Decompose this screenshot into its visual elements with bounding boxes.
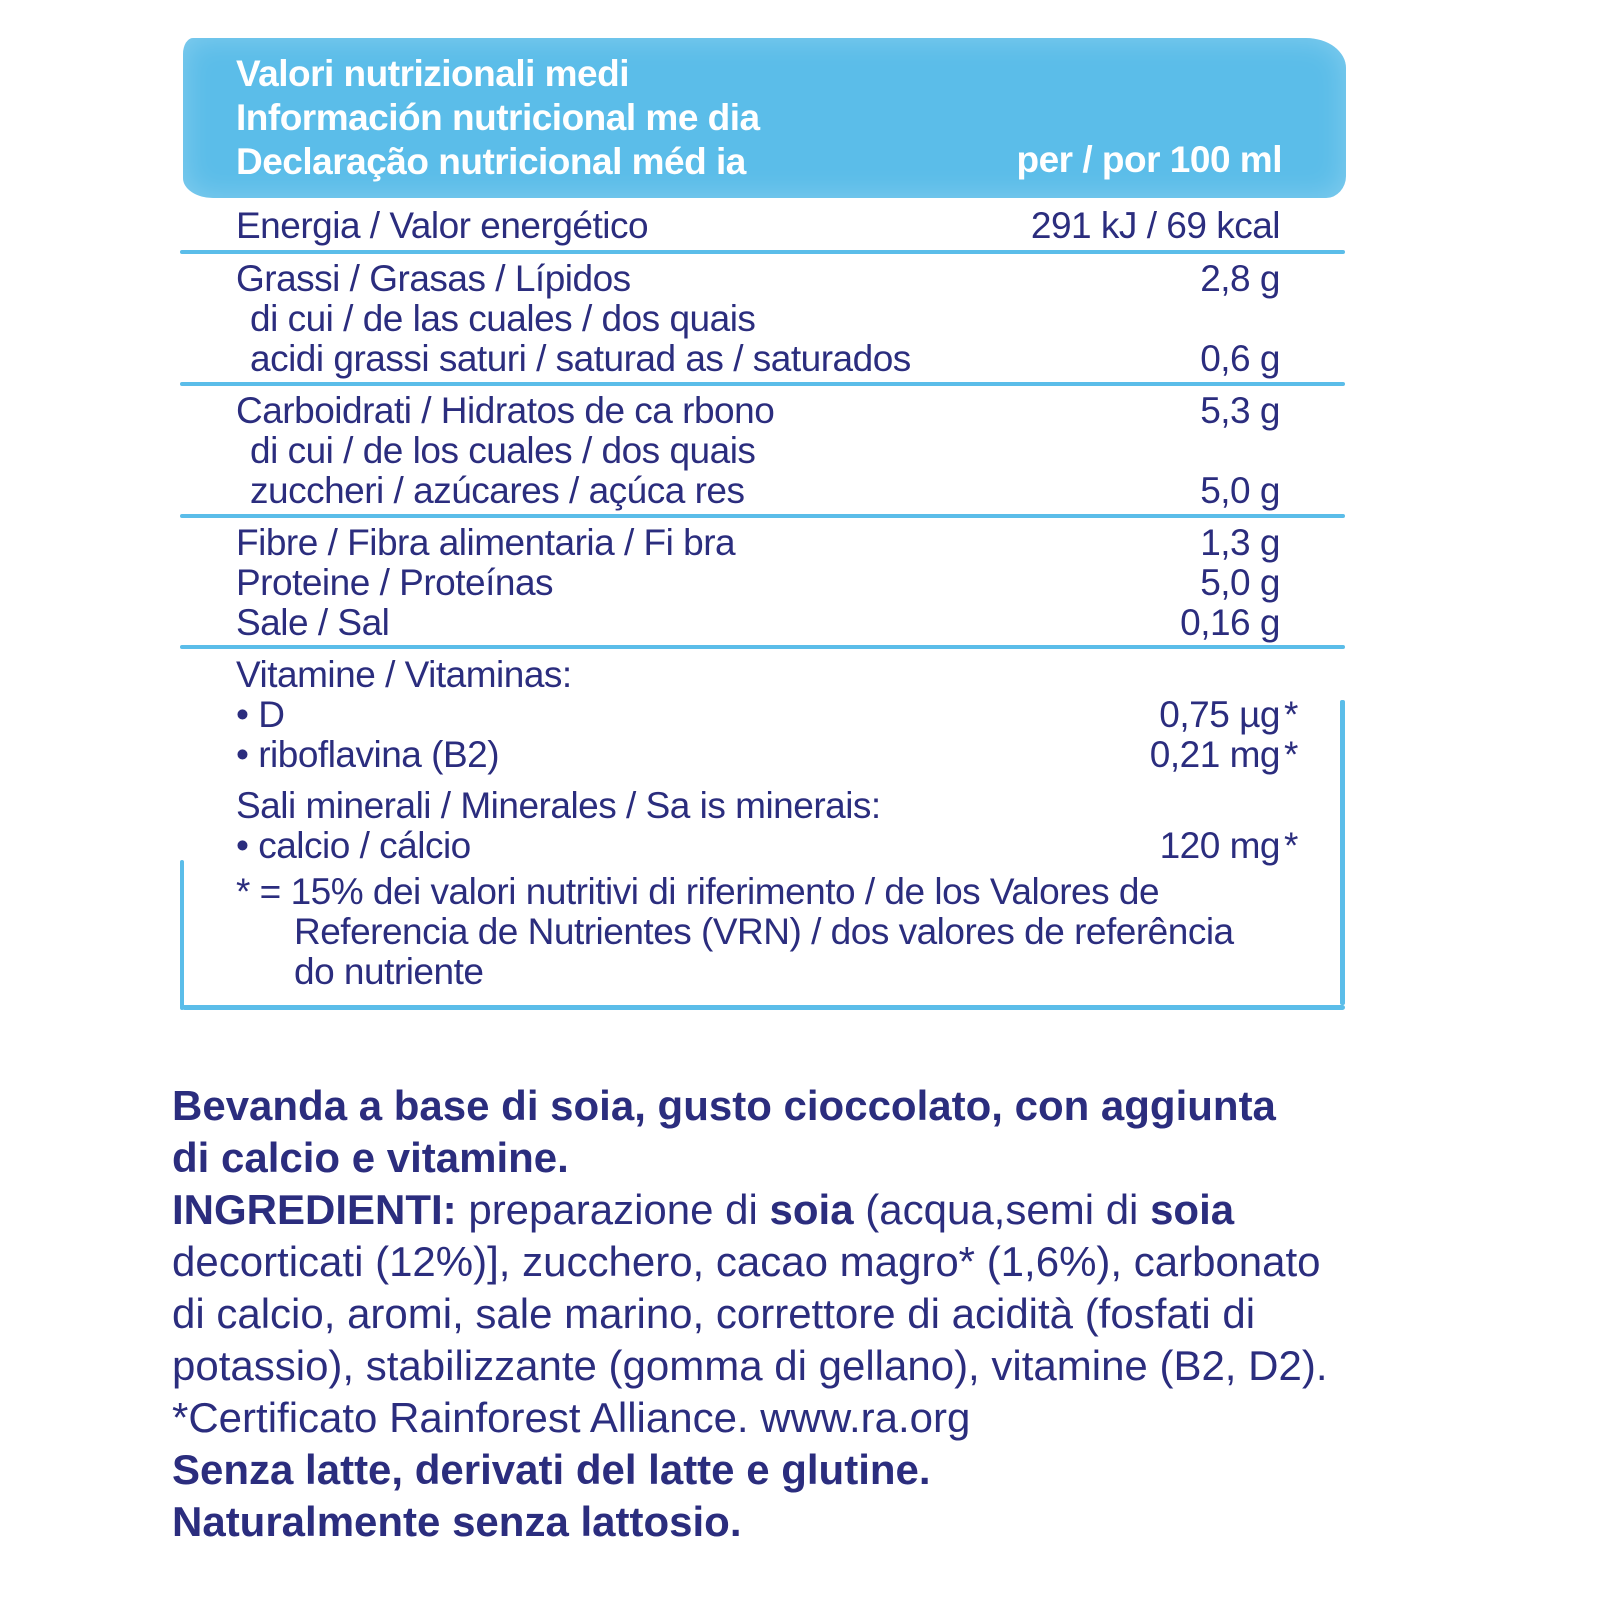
row-label: zuccheri / azúcares / açúca res [250,470,745,511]
row-calcium [236,826,1280,866]
row-value: 5,0 g [1200,562,1280,603]
divider [180,250,1345,254]
row-value: 0,16 g [1180,602,1280,643]
divider [180,645,1345,649]
row-fat [236,259,1280,299]
row-riboflavin [236,735,1280,775]
row-label: • calcio / cálcio [236,825,471,866]
reference-footnote [236,872,1316,992]
asterisk-mark: * [1284,825,1299,866]
row-value: 0,6 g [1200,338,1280,379]
ingredients-line: INGREDIENTI: preparazione di soia (acqua,semi di soia [172,1186,1235,1233]
row-carbs-of-which [236,431,1280,471]
row-value: 120 mg [1159,825,1280,866]
row-salt [236,603,1280,643]
product-title: Bevanda a base di soia, gusto cioccolato, con aggiunta [172,1082,1276,1129]
divider [180,514,1345,518]
row-label: di cui / de los cuales / dos quais [250,430,756,471]
claim-line: Senza latte, derivati del latte e glutine. [172,1446,931,1493]
frame-right-border [1340,700,1345,1005]
row-value: 5,0 g [1200,470,1280,511]
row-label: Carboidrati / Hidratos de ca rbono [236,390,775,431]
row-fat-of-which [236,299,1280,339]
certification-note: *Certificato Rainforest Alliance. www.ra.org [172,1394,971,1441]
row-value: 2,8 g [1200,258,1280,299]
row-value: 0,21 mg [1149,734,1280,775]
row-value: 0,75 µg [1159,694,1280,735]
asterisk-mark: * [1284,694,1299,735]
row-label: Sali minerali / Minerales / Sa is minerais: [236,785,881,826]
allergen: soia [1150,1186,1235,1233]
row-carbohydrates [236,391,1280,431]
row-label: Sale / Sal [236,602,390,643]
row-minerals-heading [236,786,1280,826]
row-label: Proteine / Proteínas [236,562,554,603]
header-title-pt: Declaração nutricional méd ia [236,141,746,182]
ingredients-line: potassio), stabilizzante (gomma di gellano), vitamine (B2, D2). [172,1342,1328,1389]
header-title-it: Valori nutrizionali medi [236,53,630,94]
header-per-unit: per / por 100 ml [1016,139,1282,180]
footnote-line: * = 15% dei valori nutritivi di riferimento / de los Valores de [236,871,1160,912]
row-sugars [236,471,1280,511]
row-label: acidi grassi saturi / saturad as / saturados [250,338,911,379]
claim-line: Naturalmente senza lattosio. [172,1498,742,1545]
footnote-line: Referencia de Nutrientes (VRN) / dos valores de referência [294,911,1234,952]
row-fibre [236,523,1280,563]
row-label: • riboflavina (B2) [236,734,500,775]
frame-left-border [180,860,184,1010]
row-label: • D [236,694,285,735]
product-description [172,1080,1472,1548]
row-vitamins-heading [236,655,1280,695]
row-value: 1,3 g [1200,522,1280,563]
row-value: 5,3 g [1200,390,1280,431]
row-label: Fibre / Fibra alimentaria / Fi bra [236,522,736,563]
frame-bottom-border [182,1005,1345,1010]
allergen: soia [769,1186,854,1233]
header-title-es: Información nutricional me dia [236,97,760,138]
row-protein [236,563,1280,603]
row-label: Grassi / Grasas / Lípidos [236,258,631,299]
row-label: di cui / de las cuales / dos quais [250,298,756,339]
row-label: Energia / Valor energético [236,205,649,246]
row-vitamin-d [236,695,1280,735]
ingredients-label: INGREDIENTI: [172,1186,457,1233]
row-saturates [236,339,1280,379]
row-value: 291 kJ / 69 kcal [1030,205,1280,246]
ingredients-line: decorticati (12%)], zucchero, cacao magro* (1,6%), carbonato [172,1238,1321,1285]
asterisk-mark: * [1284,734,1299,775]
row-energy [236,206,1280,246]
divider [180,382,1345,386]
ingredients-line: di calcio, aromi, sale marino, correttore di acidità (fosfati di [172,1290,1256,1337]
product-title: di calcio e vitamine. [172,1134,569,1181]
row-label: Vitamine / Vitaminas: [236,654,572,695]
footnote-line: do nutriente [294,951,484,992]
